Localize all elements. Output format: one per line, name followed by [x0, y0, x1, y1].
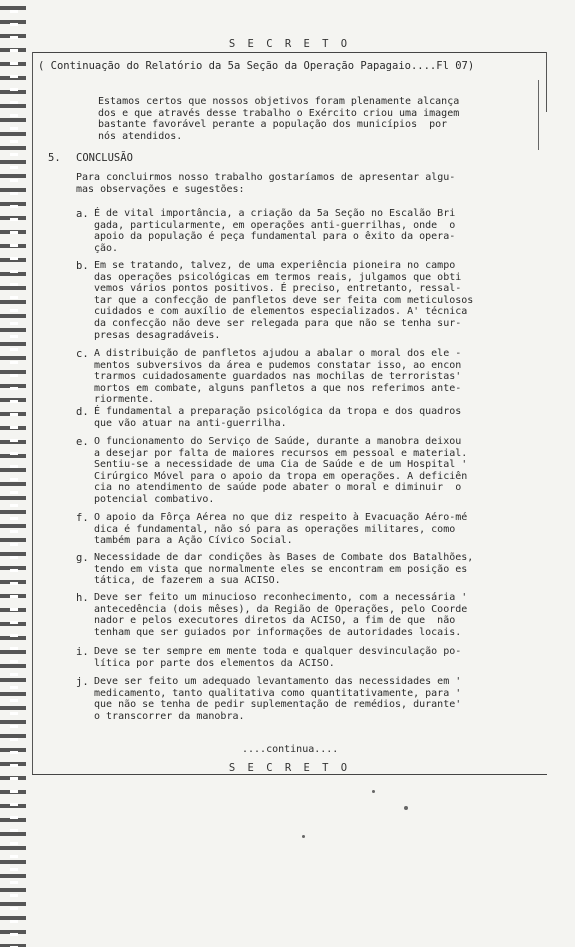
- item-label: d.: [76, 406, 89, 418]
- text-line: presas desagradáveis.: [94, 329, 221, 341]
- text-line: É fundamental a preparação psicológica da tropa e dos quadros: [94, 406, 462, 417]
- text-line: vemos vários pontos positivos. É preciso, entretanto, ressal-: [94, 283, 462, 295]
- top-rule: [32, 52, 547, 53]
- text-line: O apoio da Fôrça Aérea no que diz respeito à Evacuação Aéro-mé: [94, 512, 468, 523]
- classification-bottom: S E C R E T O: [228, 762, 351, 774]
- section-number: 5.: [48, 152, 61, 164]
- text-line: mas observações e sugestões:: [76, 183, 245, 195]
- left-border: [32, 52, 33, 774]
- item-label: j.: [76, 676, 89, 688]
- section-title: CONCLUSÃO: [76, 152, 133, 164]
- text-line: riormente.: [94, 394, 155, 406]
- text-line: gada, particularmente, em operações anti-guerrilhas, onde o: [94, 219, 456, 231]
- item-label: g.: [76, 552, 89, 564]
- text-line: Sentiu-se a necessidade de uma Cia de Saúde e de um Hospital ': [94, 459, 468, 471]
- text-line: Para concluirmos nosso trabalho gostaríamos de apresentar algu-: [76, 172, 456, 183]
- text-line: que vão atuar na anti-guerrilha.: [94, 417, 287, 429]
- item-label: f.: [76, 512, 89, 524]
- text-line: Estamos certos que nossos objetivos foram plenamente alcança: [98, 96, 460, 107]
- text-line: O funcionamento do Serviço de Saúde, durante a manobra deixou: [94, 436, 462, 447]
- text-line: bastante favorável perante a população dos municípios por: [98, 119, 448, 131]
- text-line: nós atendidos.: [98, 130, 183, 142]
- continuation-note: ....continua....: [242, 744, 339, 755]
- item-label: h.: [76, 592, 89, 604]
- margin-mark: [538, 80, 561, 150]
- text-line: cia no atendimento de saúde pode abater o moral e diminuir o: [94, 482, 462, 494]
- text-line: Deve ser feito um minucioso reconhecimento, com a necessária ': [94, 592, 468, 603]
- ink-speck: [372, 790, 375, 793]
- text-line: a desejar por falta de maiores recursos em pessoal e material.: [94, 447, 468, 459]
- text-line: potencial combativo.: [94, 494, 215, 505]
- text-line: ção.: [94, 242, 119, 254]
- item-label: i.: [76, 646, 89, 658]
- text-line: mentos subversivos da área e pudemos constatar isso, ao encon: [94, 359, 462, 371]
- text-line: medicamento, tanto qualitativa como quantitativamente, para ': [94, 687, 462, 699]
- text-line: dos e que através desse trabalho o Exército criou uma imagem: [98, 107, 460, 119]
- report-header: ( Continuação do Relatório da 5a Seção da Operação Papagaio....Fl 07): [38, 60, 475, 72]
- ink-speck: [404, 806, 408, 810]
- text-line: trarmos cuidadosamente guardados nas mochilas de terroristas': [94, 371, 462, 383]
- text-line: A distribuição de panfletos ajudou a abalar o moral dos ele -: [94, 348, 462, 359]
- text-line: Em se tratando, talvez, de uma experiência pioneira no campo: [94, 260, 456, 271]
- text-line: Deve se ter sempre em mente toda e qualquer desvinculação po-: [94, 646, 462, 657]
- text-line: cuidados e com auxílio de elementos especializados. A' técnica: [94, 306, 468, 318]
- binding-holes: [10, 0, 18, 947]
- document-page: [32, 0, 567, 947]
- text-line: É de vital importância, a criação da 5a Seção no Escalão Bri: [94, 208, 456, 219]
- text-line: que não se tenha de pedir suplementação de remédios, durante': [94, 699, 462, 711]
- ink-speck: [302, 835, 305, 838]
- text-line: dica é fundamental, não só para as operações militares, como: [94, 523, 456, 535]
- text-line: tática, de fazerem a sua ACISO.: [94, 575, 281, 587]
- text-line: antecedência (dois mêses), da Região de Operações, pelo Coorde: [94, 603, 468, 615]
- text-line: Deve ser feito um adequado levantamento das necessidades em ': [94, 676, 462, 687]
- text-line: Cirúrgico Móvel para o apoio da tropa em operações. A deficiên: [94, 470, 468, 482]
- text-line: lítica por parte dos elementos da ACISO.: [94, 657, 335, 669]
- text-line: também para a Ação Cívico Social.: [94, 535, 293, 547]
- text-line: tenham que ser guiados por informações de autoridades locais.: [94, 626, 462, 638]
- item-label: e.: [76, 436, 89, 448]
- bottom-rule: [32, 774, 547, 775]
- item-label: a.: [76, 208, 89, 220]
- text-line: mortos em combate, alguns panfletos a que nos referimos ante-: [94, 382, 462, 394]
- classification-top: S E C R E T O: [228, 38, 351, 50]
- text-line: tar que a confecção de panfletos deve ser feita com meticulosos: [94, 294, 474, 306]
- text-line: o transcorrer da manobra.: [94, 710, 245, 722]
- text-line: apoio da população é peça fundamental para o êxito da opera-: [94, 231, 456, 243]
- item-label: b.: [76, 260, 89, 272]
- text-line: da confecção não deve ser relegada para que não se tenha sur-: [94, 318, 462, 329]
- text-line: das operações psicológicas em termos reais, julgamos que obti: [94, 271, 462, 283]
- text-line: nador e pelos executores diretos da ACISO, a fim de que não: [94, 615, 456, 627]
- text-line: tendo em vista que normalmente eles se encontram em posição es: [94, 563, 468, 575]
- item-label: c.: [76, 348, 89, 360]
- text-line: Necessidade de dar condições às Bases de Combate dos Batalhões,: [94, 552, 474, 563]
